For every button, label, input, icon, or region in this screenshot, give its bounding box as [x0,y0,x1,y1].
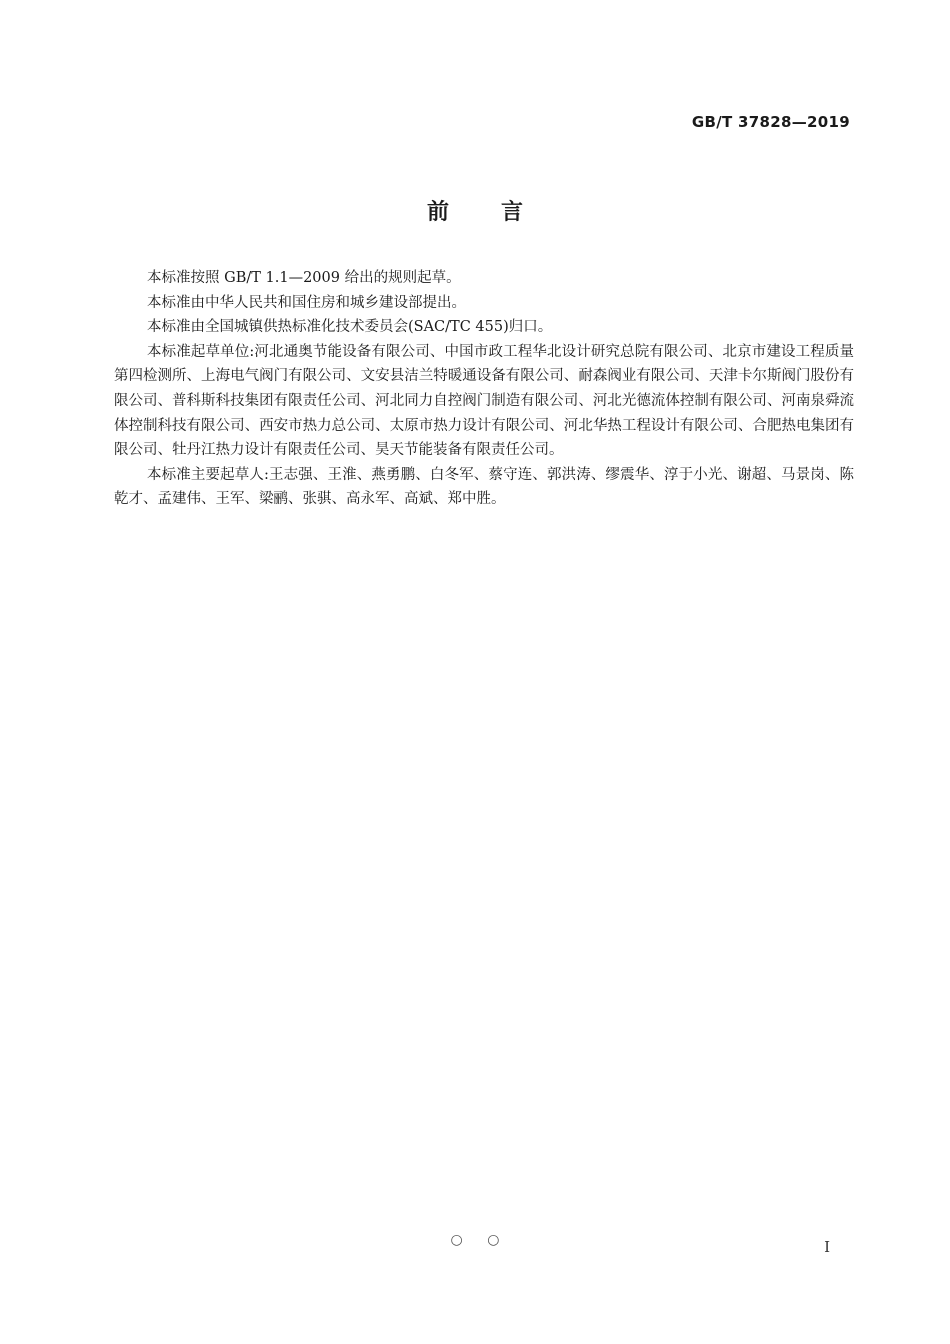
paragraph-drafting-rules: 本标准按照 GB/T 1.1—2009 给出的规则起草。 [147,270,461,286]
paragraph-drafting-units: 本标准起草单位:河北通奥节能设备有限公司、中国市政工程华北设计研究总院有限公司、北京市建设工程质量第四检测所、上海电气阀门有限公司、文安县洁兰特暖通设备有限公司、耐森阀业有限公司、天津卡尔斯阀门股份有限公司、普科斯科技集团有限责任公司、河北同力自控阀门制造有限公司、河北光德流体控制有限公司、河南泉舜流体控制科技有限公司、西安市热力总公司、太原市热力设计有限公司、河北华热工程设计有限公司、合肥热电集团有限公司、牡丹江热力设计有限责任公司、昊天节能装备有限责任公司。 [114,343,854,459]
foreword-body [114,266,854,512]
paragraph-committee: 本标准由全国城镇供热标准化技术委员会(SAC/TC 455)归口。 [147,319,553,336]
page-number: I [824,1238,830,1256]
page-title: 前言 [426,200,575,225]
paragraph-drafters: 本标准主要起草人:王志强、王淮、燕勇鹏、白冬军、蔡守连、郭洪涛、缪震华、淳于小光、谢超、马景岗、陈乾才、孟建伟、王军、梁鹂、张骐、高永军、高斌、郑中胜。 [114,466,854,508]
footer-circle-marks: ○ ○ [450,1232,510,1248]
paragraph-proposer: 本标准由中华人民共和国住房和城乡建设部提出。 [147,294,466,311]
standard-code: GB/T 37828—2019 [691,113,850,131]
